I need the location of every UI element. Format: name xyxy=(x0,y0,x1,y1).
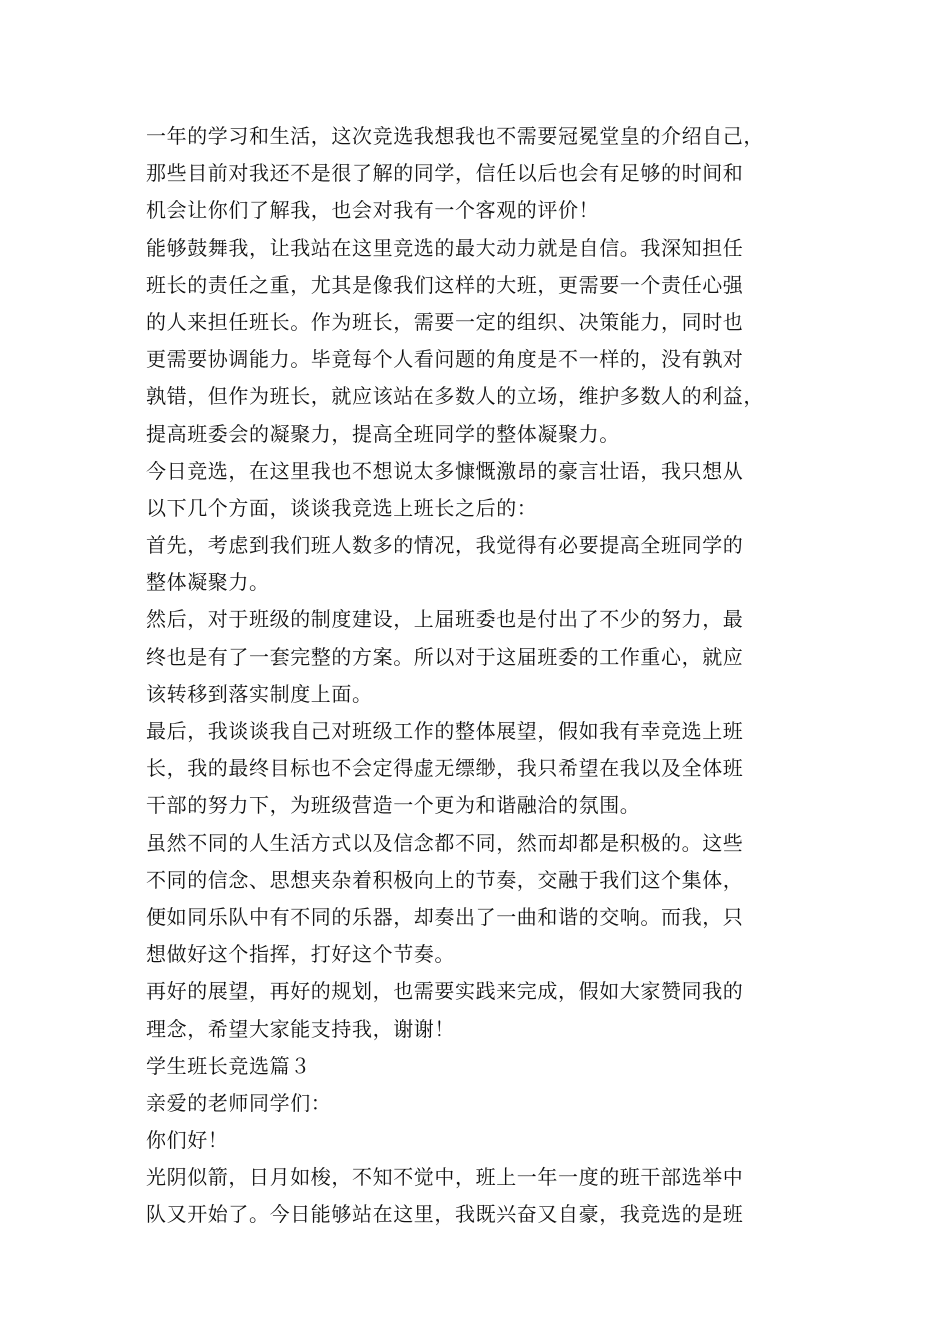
text-line: 更需要协调能力。毕竟每个人看问题的角度是不一样的，没有孰对 xyxy=(146,347,744,372)
text-line: 能够鼓舞我，让我站在这里竞选的最大动力就是自信。我深知担任 xyxy=(146,235,744,260)
text-line: 班长的责任之重，尤其是像我们这样的大班，更需要一个责任心强 xyxy=(146,272,744,297)
text-line: 首先，考虑到我们班人数多的情况，我觉得有必要提高全班同学的 xyxy=(146,533,744,558)
text-line: 光阴似箭，日月如梭，不知不觉中，班上一年一度的班干部选举中 xyxy=(146,1165,744,1190)
text-line: 今日竞选，在这里我也不想说太多慷慨激昂的豪言壮语，我只想从 xyxy=(146,458,744,483)
text-line: 干部的努力下，为班级营造一个更为和谐融洽的氛围。 xyxy=(146,793,641,818)
text-line: 的人来担任班长。作为班长，需要一定的组织、决策能力，同时也 xyxy=(146,309,744,334)
text-line: 整体凝聚力。 xyxy=(146,570,270,595)
text-line: 理念，希望大家能支持我，谢谢！ xyxy=(146,1016,455,1041)
greeting: 你们好！ xyxy=(146,1128,229,1153)
text-line: 长，我的最终目标也不会定得虚无缥缈，我只希望在我以及全体班 xyxy=(146,756,744,781)
text-line: 想做好这个指挥，打好这个节奏。 xyxy=(146,942,455,967)
text-line: 最后，我谈谈我自己对班级工作的整体展望，假如我有幸竞选上班 xyxy=(146,719,744,743)
text-line: 虽然不同的人生活方式以及信念都不同，然而却都是积极的。这些 xyxy=(146,830,744,855)
text-line: 然后，对于班级的制度建设，上届班委也是付出了不少的努力，最 xyxy=(146,607,744,632)
text-line: 终也是有了一套完整的方案。所以对于这届班委的工作重心，就应 xyxy=(146,644,744,669)
text-line: 该转移到落实制度上面。 xyxy=(146,681,373,706)
document-body xyxy=(146,118,826,1234)
text-line: 机会让你们了解我，也会对我有一个客观的评价！ xyxy=(146,198,600,223)
text-line: 队又开始了。今日能够站在这里，我既兴奋又自豪，我竞选的是班 xyxy=(146,1202,744,1227)
section-heading: 学生班长竞选篇３ xyxy=(146,1053,311,1078)
salutation: 亲爱的老师同学们： xyxy=(146,1090,332,1115)
text-line: 以下几个方面，谈谈我竞选上班长之后的： xyxy=(146,495,538,520)
text-line: 孰错，但作为班长，就应该站在多数人的立场，维护多数人的利益， xyxy=(146,384,764,409)
text-line: 提高班委会的凝聚力，提高全班同学的整体凝聚力。 xyxy=(146,421,620,446)
text-line: 不同的信念、思想夹杂着积极向上的节奏，交融于我们这个集体， xyxy=(146,867,744,892)
text-line: 一年的学习和生活，这次竞选我想我也不需要冠冕堂皇的介绍自己， xyxy=(146,124,764,148)
text-line: 那些目前对我还不是很了解的同学，信任以后也会有足够的时间和 xyxy=(146,161,744,186)
text-line: 便如同乐队中有不同的乐器，却奏出了一曲和谐的交响。而我，只 xyxy=(146,904,744,929)
text-line: 再好的展望，再好的规划，也需要实践来完成，假如大家赞同我的 xyxy=(146,979,744,1004)
